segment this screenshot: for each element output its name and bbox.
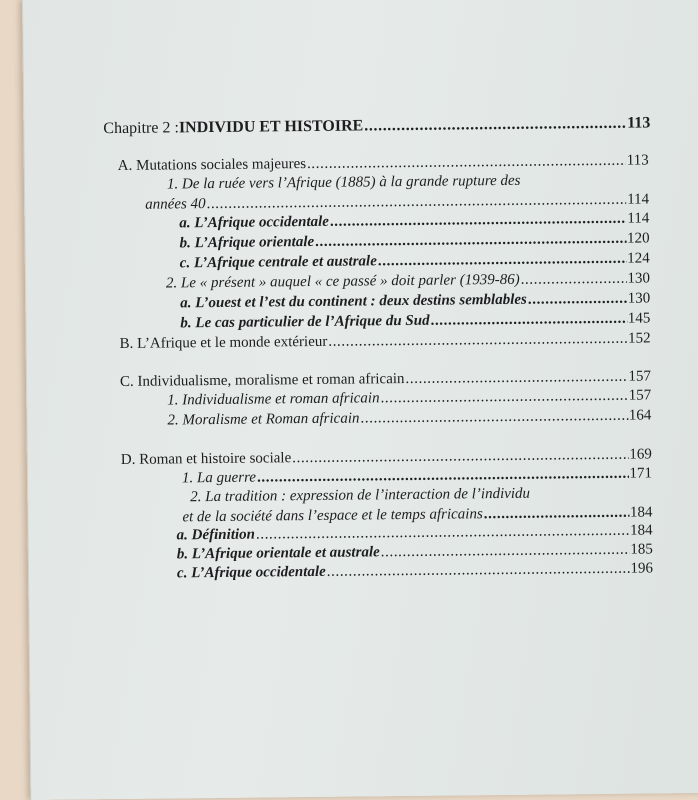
- entry-label: c. L’Afrique occidentale: [176, 563, 326, 582]
- toc-entry-c2: [167, 406, 651, 429]
- toc-entry-c1: [167, 386, 651, 409]
- entry-label: A. Mutations sociales majeures: [117, 156, 307, 175]
- toc-entry-a1c: [180, 249, 650, 272]
- toc-entry-a2a: [180, 289, 650, 312]
- page-number: 184: [630, 522, 653, 539]
- page-number: 124: [627, 250, 650, 267]
- page-number: 157: [628, 387, 652, 404]
- page-number: 130: [627, 270, 651, 287]
- entry-label: b. L’Afrique orientale: [179, 233, 315, 252]
- leader-dots: [328, 330, 627, 351]
- toc-entry-d2: [182, 483, 652, 526]
- leader-dots: [528, 290, 627, 309]
- page-number: 164: [628, 407, 652, 424]
- page-number: 157: [628, 368, 652, 385]
- entry-label-line1: 1. De la ruée vers l’Afrique (1885) à la grande rupture des: [166, 172, 521, 193]
- leader-dots: [405, 368, 627, 388]
- page-number: 152: [627, 330, 651, 347]
- entry-label: c. L’Afrique centrale et australe: [179, 253, 377, 272]
- entry-label-line1: 2. La tradition : expression de l’interaction de l’individu: [190, 485, 531, 506]
- leader-dots: [315, 230, 626, 251]
- leader-dots: [330, 210, 627, 231]
- page-number: 196: [630, 560, 654, 577]
- leader-dots: [360, 407, 628, 428]
- leader-dots: [521, 270, 627, 289]
- entry-label: a. Définition: [176, 526, 256, 544]
- page-number: 114: [627, 210, 650, 227]
- entry-label: a. L’ouest et l’est du continent : deux destins semblables: [180, 291, 527, 312]
- page-number: 145: [627, 310, 651, 327]
- leader-dots: [380, 387, 627, 408]
- page-number: 171: [629, 465, 653, 482]
- page-number: 114: [627, 191, 650, 208]
- page-number: 113: [627, 114, 651, 132]
- entry-label: 1. Individualisme et roman africain: [167, 390, 380, 409]
- leader-dots: [327, 560, 630, 581]
- chapter-title: INDIVIDU ET HISTOIRE: [178, 117, 364, 137]
- page-number: 120: [626, 230, 650, 247]
- page-number: 185: [630, 541, 653, 558]
- leader-dots: [307, 152, 626, 173]
- entry-label: a. L’Afrique occidentale: [179, 213, 329, 232]
- toc-chapter-heading: [103, 114, 650, 138]
- entry-label: b. Le cas particulier de l’Afrique du Sud: [180, 312, 430, 332]
- toc-entry-d2c: [177, 559, 653, 582]
- book-page: [22, 0, 698, 800]
- entry-label-line2: et de la société dans l’espace et le temps africains: [182, 506, 483, 526]
- leader-dots: [484, 504, 629, 524]
- entry-label: b. L’Afrique orientale et australe: [176, 544, 380, 563]
- toc-entry-a2: [166, 269, 650, 292]
- leader-dots: [292, 446, 628, 468]
- toc-entry-a1: [145, 170, 649, 213]
- leader-dots: [430, 310, 627, 330]
- toc-entry-section-b: [120, 329, 651, 353]
- entry-label: B. L’Afrique et le monde extérieur: [119, 333, 328, 352]
- toc-entry-a1a: [179, 209, 649, 232]
- entry-label: 1. La guerre: [181, 469, 257, 487]
- entry-label: 2. Le « présent » auquel « ce passé » doit parler (1939-86): [165, 271, 520, 292]
- page-number: 169: [629, 446, 652, 463]
- entry-label-line2: années 40: [145, 196, 206, 213]
- toc-entry-a1b: [179, 229, 649, 252]
- page-number: 113: [626, 152, 649, 169]
- entry-label: D. Roman et histoire sociale: [120, 450, 292, 468]
- entry-label: C. Individualisme, moralisme et roman africain: [119, 371, 405, 390]
- leader-dots: [364, 115, 626, 136]
- page-number: 130: [627, 290, 651, 307]
- toc-entry-a2b: [180, 309, 650, 332]
- chapter-prefix: Chapitre 2 :: [103, 119, 179, 138]
- leader-dots: [378, 250, 627, 271]
- entry-label: 2. Moralisme et Roman africain: [167, 410, 360, 429]
- page-number: 184: [629, 504, 653, 521]
- leader-dots: [381, 541, 630, 562]
